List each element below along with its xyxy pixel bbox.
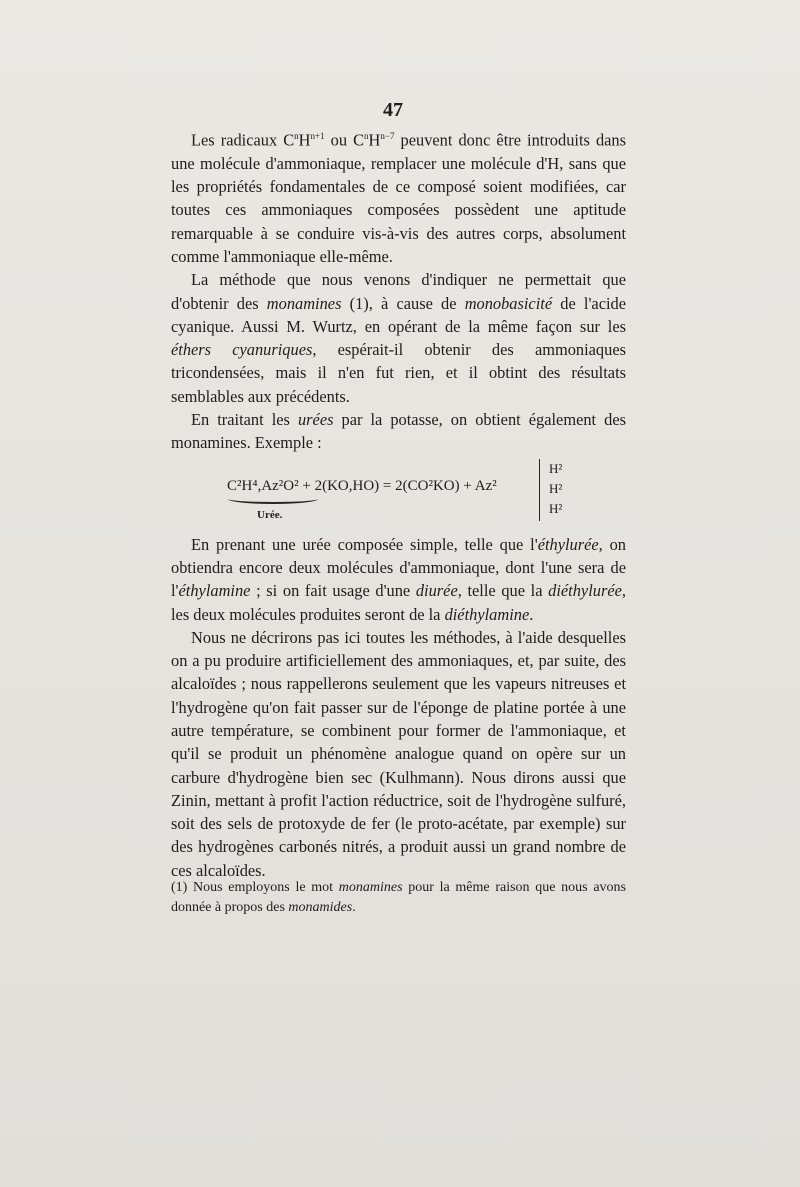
body-text — [171, 125, 626, 882]
chemical-equation — [171, 459, 626, 525]
paragraph: En traitant les urées par la potasse, on obtient également des monamines. Exemple : — [171, 410, 626, 453]
equation-label: Urée. — [257, 508, 283, 521]
equation-right: H² H² H² — [549, 460, 563, 516]
equation-left: C²H⁴,Az²O² + 2(KO,HO) = 2(CO²KO) + Az² — [227, 477, 497, 494]
footnote: (1) Nous employons le mot monamines pour la même raison que nous avons donnée à propos des monamides. — [171, 880, 626, 915]
paragraph: Nous ne décrirons pas ici toutes les méthodes, à l'aide desquelles on a pu produire artificiellement des ammoniaques, et, par suite, des alcaloïdes ; nous rappellerons seulement que les vapeurs nitreuses et l'hydrogène qu'on fait passer sur de l'éponge de platine portée à une autre température, se combinent pour former de l'ammoniaque, et qu'il se produit un phénomène analogue quand on opère sur un carbure d'hydrogène bien sec (Kulhmann). Nous dirons aussi que Zinin, mettant à profit l'action réductrice, soit de l'hydrogène sulfuré, soit des sels de protoxyde de fer (le proto-acétate, par exemple) sur des hydrogènes carbonés nitrés, a produit aussi un grand nombre de ces alcaloïdes. — [171, 627, 626, 880]
equation-bar — [539, 459, 540, 521]
paragraph: Les radicaux $C^nH^{n+1}$ ou $C^nH^{n-7}$ peuvent donc être introduits dans une molécule d'ammoniaque, remplacer une molécule d'H, sans que les propriétés fondamentales de ce composé soient modifiées, car toutes ces ammoniaques composées possèdent une aptitude remarquable à se conduire vis-à-vis des autres corps, absolument comme l'ammoniaque elle-même. — [171, 130, 626, 266]
paragraph: La méthode que nous venons d'indiquer ne permettait que d'obtenir des monamines (1), à cause de monobasicité de l'acide cyanique. Aussi M. Wurtz, en opérant de la même façon sur les éthers cyanuriques, espérait-il obtenir des ammoniaques tricondensées, mais il n'en fut rien, et il obtint des résultats semblables aux précédents. — [171, 270, 626, 406]
underbrace — [228, 494, 318, 504]
paragraph: En prenant une urée composée simple, telle que l'éthylurée, on obtiendra encore deux molécules d'ammoniaque, dont l'une sera de l'éthylamine ; si on fait usage d'une diurée, telle que la diéthylurée, les deux molécules produites seront de la diéthylamine. — [171, 534, 627, 624]
page-number: 47 — [383, 99, 403, 121]
